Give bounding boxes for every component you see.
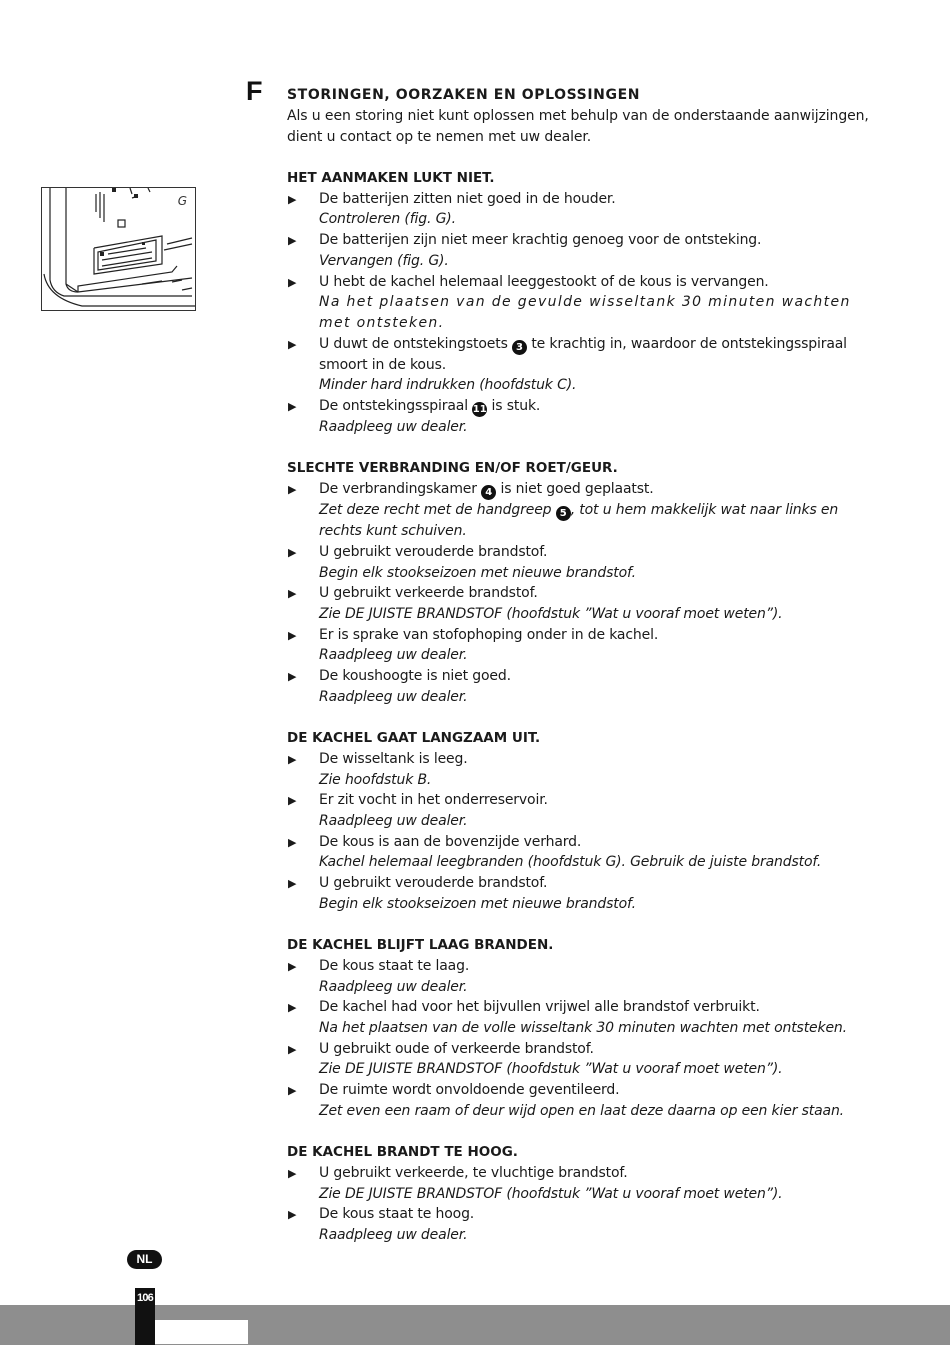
triangle-bullet-icon: ▶ bbox=[288, 959, 297, 973]
triangle-bullet-icon: ▶ bbox=[288, 1042, 297, 1056]
remedy-text: Zie DE JUISTE BRANDSTOF (hoofdstuk ”Wat u vooraf moet weten”). bbox=[319, 1061, 783, 1078]
triangle-bullet-icon: ▶ bbox=[288, 628, 297, 642]
cause-text: De batterijen zitten niet goed in de houder. bbox=[319, 190, 616, 207]
triangle-bullet-icon: ▶ bbox=[288, 275, 297, 289]
list-item bbox=[287, 1163, 872, 1204]
remedy-text: Raadpleeg uw dealer. bbox=[319, 1226, 468, 1243]
section-title: HET AANMAKEN LUKT NIET. bbox=[287, 170, 495, 186]
triangle-bullet-icon: ▶ bbox=[288, 192, 297, 206]
list-item bbox=[287, 396, 872, 438]
remedy-text: Zet even een raam of deur wijd open en laat deze daarna op een kier staan. bbox=[319, 1102, 844, 1119]
intro-text: Als u een storing niet kunt oplossen met behulp van de onderstaande aanwijzingen, dient u contact op te nemen met uw dealer. bbox=[287, 108, 869, 145]
cause-text: De kous staat te hoog. bbox=[319, 1206, 475, 1223]
cause-text: De ontstekingsspiraal 11 is stuk. bbox=[319, 398, 541, 416]
section-title: DE KACHEL BLIJFT LAAG BRANDEN. bbox=[287, 937, 554, 954]
triangle-bullet-icon: ▶ bbox=[288, 1084, 297, 1098]
triangle-bullet-icon: ▶ bbox=[288, 234, 297, 248]
list-item bbox=[287, 542, 872, 583]
language-badge: NL bbox=[127, 1250, 162, 1269]
list-item bbox=[287, 832, 872, 873]
remedy-text: Minder hard indrukken (hoofdstuk C). bbox=[319, 377, 577, 394]
triangle-bullet-icon: ▶ bbox=[288, 670, 297, 684]
footer-box bbox=[155, 1320, 248, 1344]
list-item bbox=[287, 625, 872, 666]
section-slowly-extinguishes bbox=[287, 728, 872, 914]
part-number-badge: 5 bbox=[556, 506, 571, 521]
list-item bbox=[287, 666, 872, 707]
remedy-text: Na het plaatsen van de gevulde wisseltank 30 minuten wachten met ontsteken. bbox=[319, 294, 851, 331]
remedy-text: Kachel helemaal leegbranden (hoofdstuk G). Gebruik de juiste brandstof. bbox=[319, 854, 822, 871]
cause-text: De kous is aan de bovenzijde verhard. bbox=[319, 833, 582, 850]
remedy-text: Na het plaatsen van de volle wisseltank 30 minuten wachten met ontsteken. bbox=[319, 1019, 847, 1036]
remedy-text: Controleren (fig. G). bbox=[319, 211, 456, 228]
list-item bbox=[287, 956, 872, 997]
triangle-bullet-icon: ▶ bbox=[288, 337, 297, 351]
remedy-text: Begin elk stookseizoen met nieuwe brandstof. bbox=[319, 895, 636, 912]
chapter-title: STORINGEN, OORZAKEN EN OPLOSSINGEN bbox=[287, 87, 641, 103]
figure-g bbox=[41, 187, 196, 311]
cause-text: U hebt de kachel helemaal leeggestookt of de kous is vervangen. bbox=[319, 273, 769, 290]
cause-text: De kous staat te laag. bbox=[319, 957, 470, 974]
remedy-text: Begin elk stookseizoen met nieuwe brandstof. bbox=[319, 564, 636, 581]
cause-text: U gebruikt verkeerde, te vluchtige brandstof. bbox=[319, 1164, 628, 1181]
part-number-badge: 11 bbox=[472, 404, 487, 416]
list-item bbox=[287, 749, 872, 790]
cause-text: U gebruikt verouderde brandstof. bbox=[319, 875, 548, 892]
section-poor-combustion bbox=[287, 458, 872, 707]
triangle-bullet-icon: ▶ bbox=[288, 794, 297, 808]
list-item bbox=[287, 189, 872, 230]
remedy-text: Vervangen (fig. G). bbox=[319, 252, 449, 269]
triangle-bullet-icon: ▶ bbox=[288, 545, 297, 559]
triangle-bullet-icon: ▶ bbox=[288, 1208, 297, 1222]
list-item bbox=[287, 997, 872, 1038]
remedy-text: Raadpleeg uw dealer. bbox=[319, 812, 468, 829]
cause-text: U gebruikt verkeerde brandstof. bbox=[319, 585, 538, 602]
section-title: SLECHTE VERBRANDING EN/OF ROET/GEUR. bbox=[287, 460, 618, 477]
cause-text: De batterijen zijn niet meer krachtig genoeg voor de ontsteking. bbox=[319, 232, 762, 249]
chapter-letter: F bbox=[246, 76, 263, 106]
list-item bbox=[287, 334, 872, 396]
remedy-text: Raadpleeg uw dealer. bbox=[319, 688, 468, 705]
cause-text: U gebruikt oude of verkeerde brandstof. bbox=[319, 1040, 594, 1057]
section-burns-low bbox=[287, 935, 872, 1121]
figure-label: G bbox=[177, 194, 187, 208]
list-item bbox=[287, 1204, 872, 1245]
section-title: DE KACHEL BRANDT TE HOOG. bbox=[287, 1144, 518, 1161]
list-item bbox=[287, 230, 872, 271]
triangle-bullet-icon: ▶ bbox=[288, 1166, 297, 1180]
cause-text: Er zit vocht in het onderreservoir. bbox=[319, 792, 548, 809]
remedy-text: Raadpleeg uw dealer. bbox=[319, 647, 468, 664]
heater-battery-illustration bbox=[42, 188, 196, 311]
remedy-text: Zie hoofdstuk B. bbox=[319, 771, 432, 788]
cause-text: Er is sprake van stofophoping onder in de kachel. bbox=[319, 626, 659, 643]
cause-text: De ruimte wordt onvoldoende geventileerd. bbox=[319, 1082, 620, 1099]
cause-text: De wisseltank is leeg. bbox=[319, 750, 468, 767]
triangle-bullet-icon: ▶ bbox=[288, 483, 297, 497]
page-number: 106 bbox=[137, 1292, 153, 1304]
triangle-bullet-icon: ▶ bbox=[288, 835, 297, 849]
list-item bbox=[287, 1080, 872, 1121]
part-number-badge: 3 bbox=[512, 340, 527, 355]
triangle-bullet-icon: ▶ bbox=[288, 752, 297, 766]
cause-text: De kachel had voor het bijvullen vrijwel alle brandstof verbruikt. bbox=[319, 999, 760, 1016]
triangle-bullet-icon: ▶ bbox=[288, 1001, 297, 1015]
triangle-bullet-icon: ▶ bbox=[288, 877, 297, 891]
remedy-text: Zet deze recht met de handgreep 5 , tot u hem makkelijk wat naar links en rechts kunt schuiven. bbox=[319, 502, 839, 540]
list-item bbox=[287, 873, 872, 914]
list-item bbox=[287, 479, 872, 542]
section-title: DE KACHEL GAAT LANGZAAM UIT. bbox=[287, 730, 541, 747]
list-item bbox=[287, 790, 872, 831]
cause-text: U duwt de ontstekingstoets 3 te krachtig in, waardoor de ontstekingsspiraal smoort in de kous. bbox=[319, 335, 847, 373]
section-ignition-fails bbox=[287, 168, 872, 438]
remedy-text: Raadpleeg uw dealer. bbox=[319, 978, 468, 995]
troubleshooting-list bbox=[287, 168, 872, 1266]
triangle-bullet-icon: ▶ bbox=[288, 587, 297, 601]
section-burns-high bbox=[287, 1142, 872, 1246]
list-item bbox=[287, 272, 872, 334]
remedy-text: Zie DE JUISTE BRANDSTOF (hoofdstuk ”Wat u vooraf moet weten”). bbox=[319, 605, 783, 622]
remedy-text: Raadpleeg uw dealer. bbox=[319, 419, 468, 436]
list-item bbox=[287, 583, 872, 624]
remedy-text: Zie DE JUISTE BRANDSTOF (hoofdstuk ”Wat u vooraf moet weten”). bbox=[319, 1185, 783, 1202]
triangle-bullet-icon: ▶ bbox=[288, 400, 297, 414]
list-item bbox=[287, 1039, 872, 1080]
cause-text: U gebruikt verouderde brandstof. bbox=[319, 543, 548, 560]
cause-text: De koushoogte is niet goed. bbox=[319, 668, 511, 685]
part-number-badge: 4 bbox=[481, 485, 496, 500]
cause-text: De verbrandingskamer 4 is niet goed geplaatst. bbox=[319, 481, 654, 499]
